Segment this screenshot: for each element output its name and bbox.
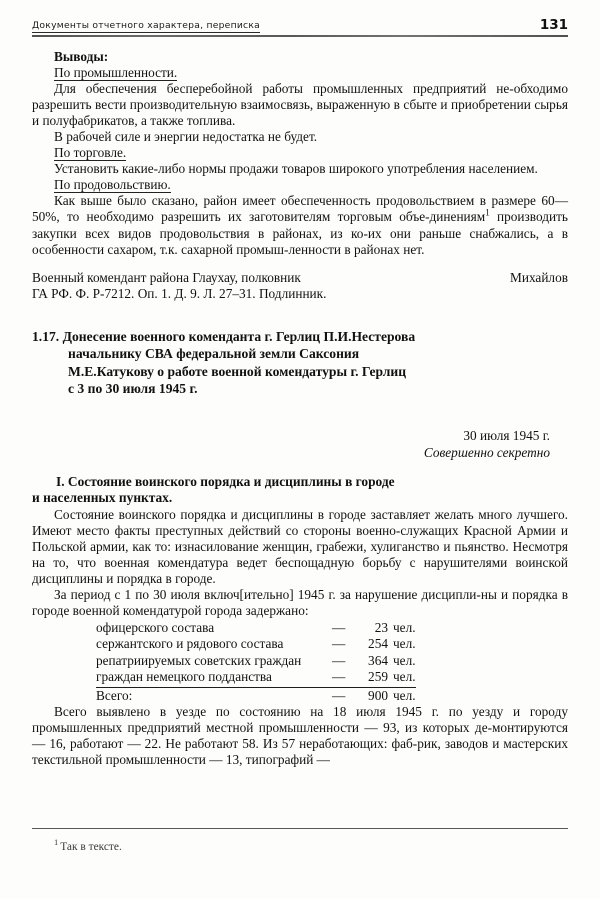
- running-header-title: Документы отчетного характера, переписка: [32, 20, 261, 31]
- document-title-line-2: начальнику СВА федеральной земли Саксония: [68, 346, 360, 362]
- stat-label: офицерского состава: [96, 620, 215, 636]
- signature-block: [32, 270, 568, 286]
- section-one-body-cont: [32, 704, 568, 768]
- running-header: [32, 0, 568, 33]
- food-subheading: По продовольствию.: [54, 177, 171, 193]
- stat-unit: чел.: [393, 620, 416, 636]
- document-title-line-1: 1.17. Донесение военного коменданта г. Герлиц П.И.Нестерова: [32, 328, 416, 344]
- signature-name: Михайлов: [510, 269, 568, 285]
- stat-row: [32, 669, 568, 687]
- stat-row: [32, 636, 568, 652]
- stat-label: сержантского и рядового состава: [96, 636, 284, 652]
- stat-label: репатриируемых советских граждан: [96, 652, 302, 668]
- archive-reference: ГА РФ. Ф. Р-7212. Оп. 1. Д. 9. Л. 27–31. Подлинник.: [32, 285, 327, 301]
- spacer: [32, 37, 568, 49]
- stat-label: Всего:: [96, 687, 133, 703]
- stat-unit: чел.: [393, 636, 416, 652]
- footnote-area: [32, 828, 568, 854]
- document-date: 30 июля 1945 г.: [463, 428, 550, 444]
- stat-row-total: [32, 688, 568, 704]
- section-one-paragraph-2: За период с 1 по 30 июля включ[ительно] 1945 г. за нарушение дисципли-ны и порядка в городе военной комендатурой города задержано:: [32, 586, 568, 618]
- stat-dash: —: [332, 652, 346, 668]
- section-one-heading-line-2: и населенных пунктах.: [32, 490, 173, 506]
- stat-dash: —: [332, 636, 346, 652]
- page-content: [32, 0, 568, 768]
- stat-unit: чел.: [388, 669, 416, 687]
- conclusions-section: [32, 49, 568, 258]
- footnote-marker-inline: 1: [485, 208, 490, 219]
- stat-unit: чел.: [393, 652, 416, 668]
- stat-row: [32, 620, 568, 636]
- industry-subheading: По промышленности.: [54, 65, 178, 81]
- spacer: [32, 258, 568, 270]
- footnote-separator-rule: [32, 828, 568, 829]
- stat-dash: —: [332, 687, 346, 703]
- stat-value: 254: [368, 636, 388, 652]
- stat-dash: —: [332, 620, 346, 636]
- detainee-stats-list: [32, 620, 568, 704]
- food-paragraph-1: [32, 193, 568, 257]
- document-title: [32, 328, 568, 398]
- spacer: [32, 321, 568, 328]
- section-one-heading-line-1: I. Состояние воинского порядка и дисциплины в городе: [56, 473, 395, 489]
- footnote-text: [32, 837, 568, 854]
- food-paragraph-part-b: производить закупки всех видов продовольствия в районах, из ко-их они раньше снабжались, а в особенности сахаром, т.к. сахарной промыш-ленности в районах нет.: [32, 209, 568, 257]
- stat-value: 259: [354, 669, 388, 687]
- trade-paragraph-1: Установить какие-либо нормы продажи товаров широкого употребления населением.: [54, 161, 538, 177]
- conclusions-heading: Выводы:: [54, 49, 109, 64]
- spacer: [32, 462, 568, 474]
- spacer: [32, 416, 568, 428]
- stat-value: 900: [368, 687, 388, 703]
- signature-position: Военный комендант района Глаухау, полковник: [32, 269, 301, 285]
- document-title-line-4: с 3 по 30 июля 1945 г.: [68, 380, 198, 396]
- food-paragraph-part-a: Как выше было сказано, район имеет обеспеченность продовольствием в размере 60—50%, то необходимо разрешить их заготовителям торговым объе-динениям: [32, 193, 568, 225]
- stat-value: 23: [374, 620, 388, 636]
- stat-unit: чел.: [393, 687, 416, 703]
- spacer: [32, 302, 568, 321]
- section-one-heading: [32, 474, 568, 507]
- section-one-paragraph-1: Состояние воинского порядка и дисциплины в городе заставляет желать много лучшего. Имеют место факты преступных действий со стороны военно-служащих Красной Армии и Польской армии, как то: изнасилование женщин, грабежи, хулиганство и пьянство. Несмотря на то, что военная комендатура ведет беспощадную борьбу с нарушителями воинской дисциплины и порядка в городе.: [32, 506, 568, 586]
- section-one-body: [32, 507, 568, 619]
- trade-subheading: По торговле.: [54, 145, 127, 161]
- document-title-line-3: М.Е.Катукову о работе военной комендатуры г. Герлиц: [68, 363, 407, 379]
- section-one-paragraph-3: Всего выявлено в уезде по состоянию на 18 июля 1945 г. по уезду и городу промышленных предприятий местной промышленности — 93, из которых де-монтируются — 16, работают — 22. Не работают 58. Из 57 неработающих: фаб-рик, заводов и мастерских текстильной промышленности — 13, типографий —: [32, 704, 568, 768]
- footnote-number: 1: [54, 837, 59, 848]
- stat-row: [32, 653, 568, 669]
- stat-dash: —: [332, 669, 354, 687]
- header-rule: [32, 35, 568, 37]
- industry-paragraph-1: Для обеспечения бесперебойной работы промышленных предприятий не-обходимо разрешить вести производительную взаимосвязь, выраженную в сбыте и приобретении сырья и полуфабрикатов, а также топлива.: [32, 81, 568, 129]
- spacer: [32, 397, 568, 416]
- page-number: 131: [539, 16, 568, 33]
- stat-value: 364: [368, 652, 388, 668]
- secrecy-label: Совершенно секретно: [423, 444, 550, 460]
- footnote-label: Так в тексте.: [60, 841, 122, 853]
- stat-label: граждан немецкого подданства: [96, 669, 332, 687]
- industry-paragraph-2: В рабочей силе и энергии недостатка не будет.: [54, 129, 318, 145]
